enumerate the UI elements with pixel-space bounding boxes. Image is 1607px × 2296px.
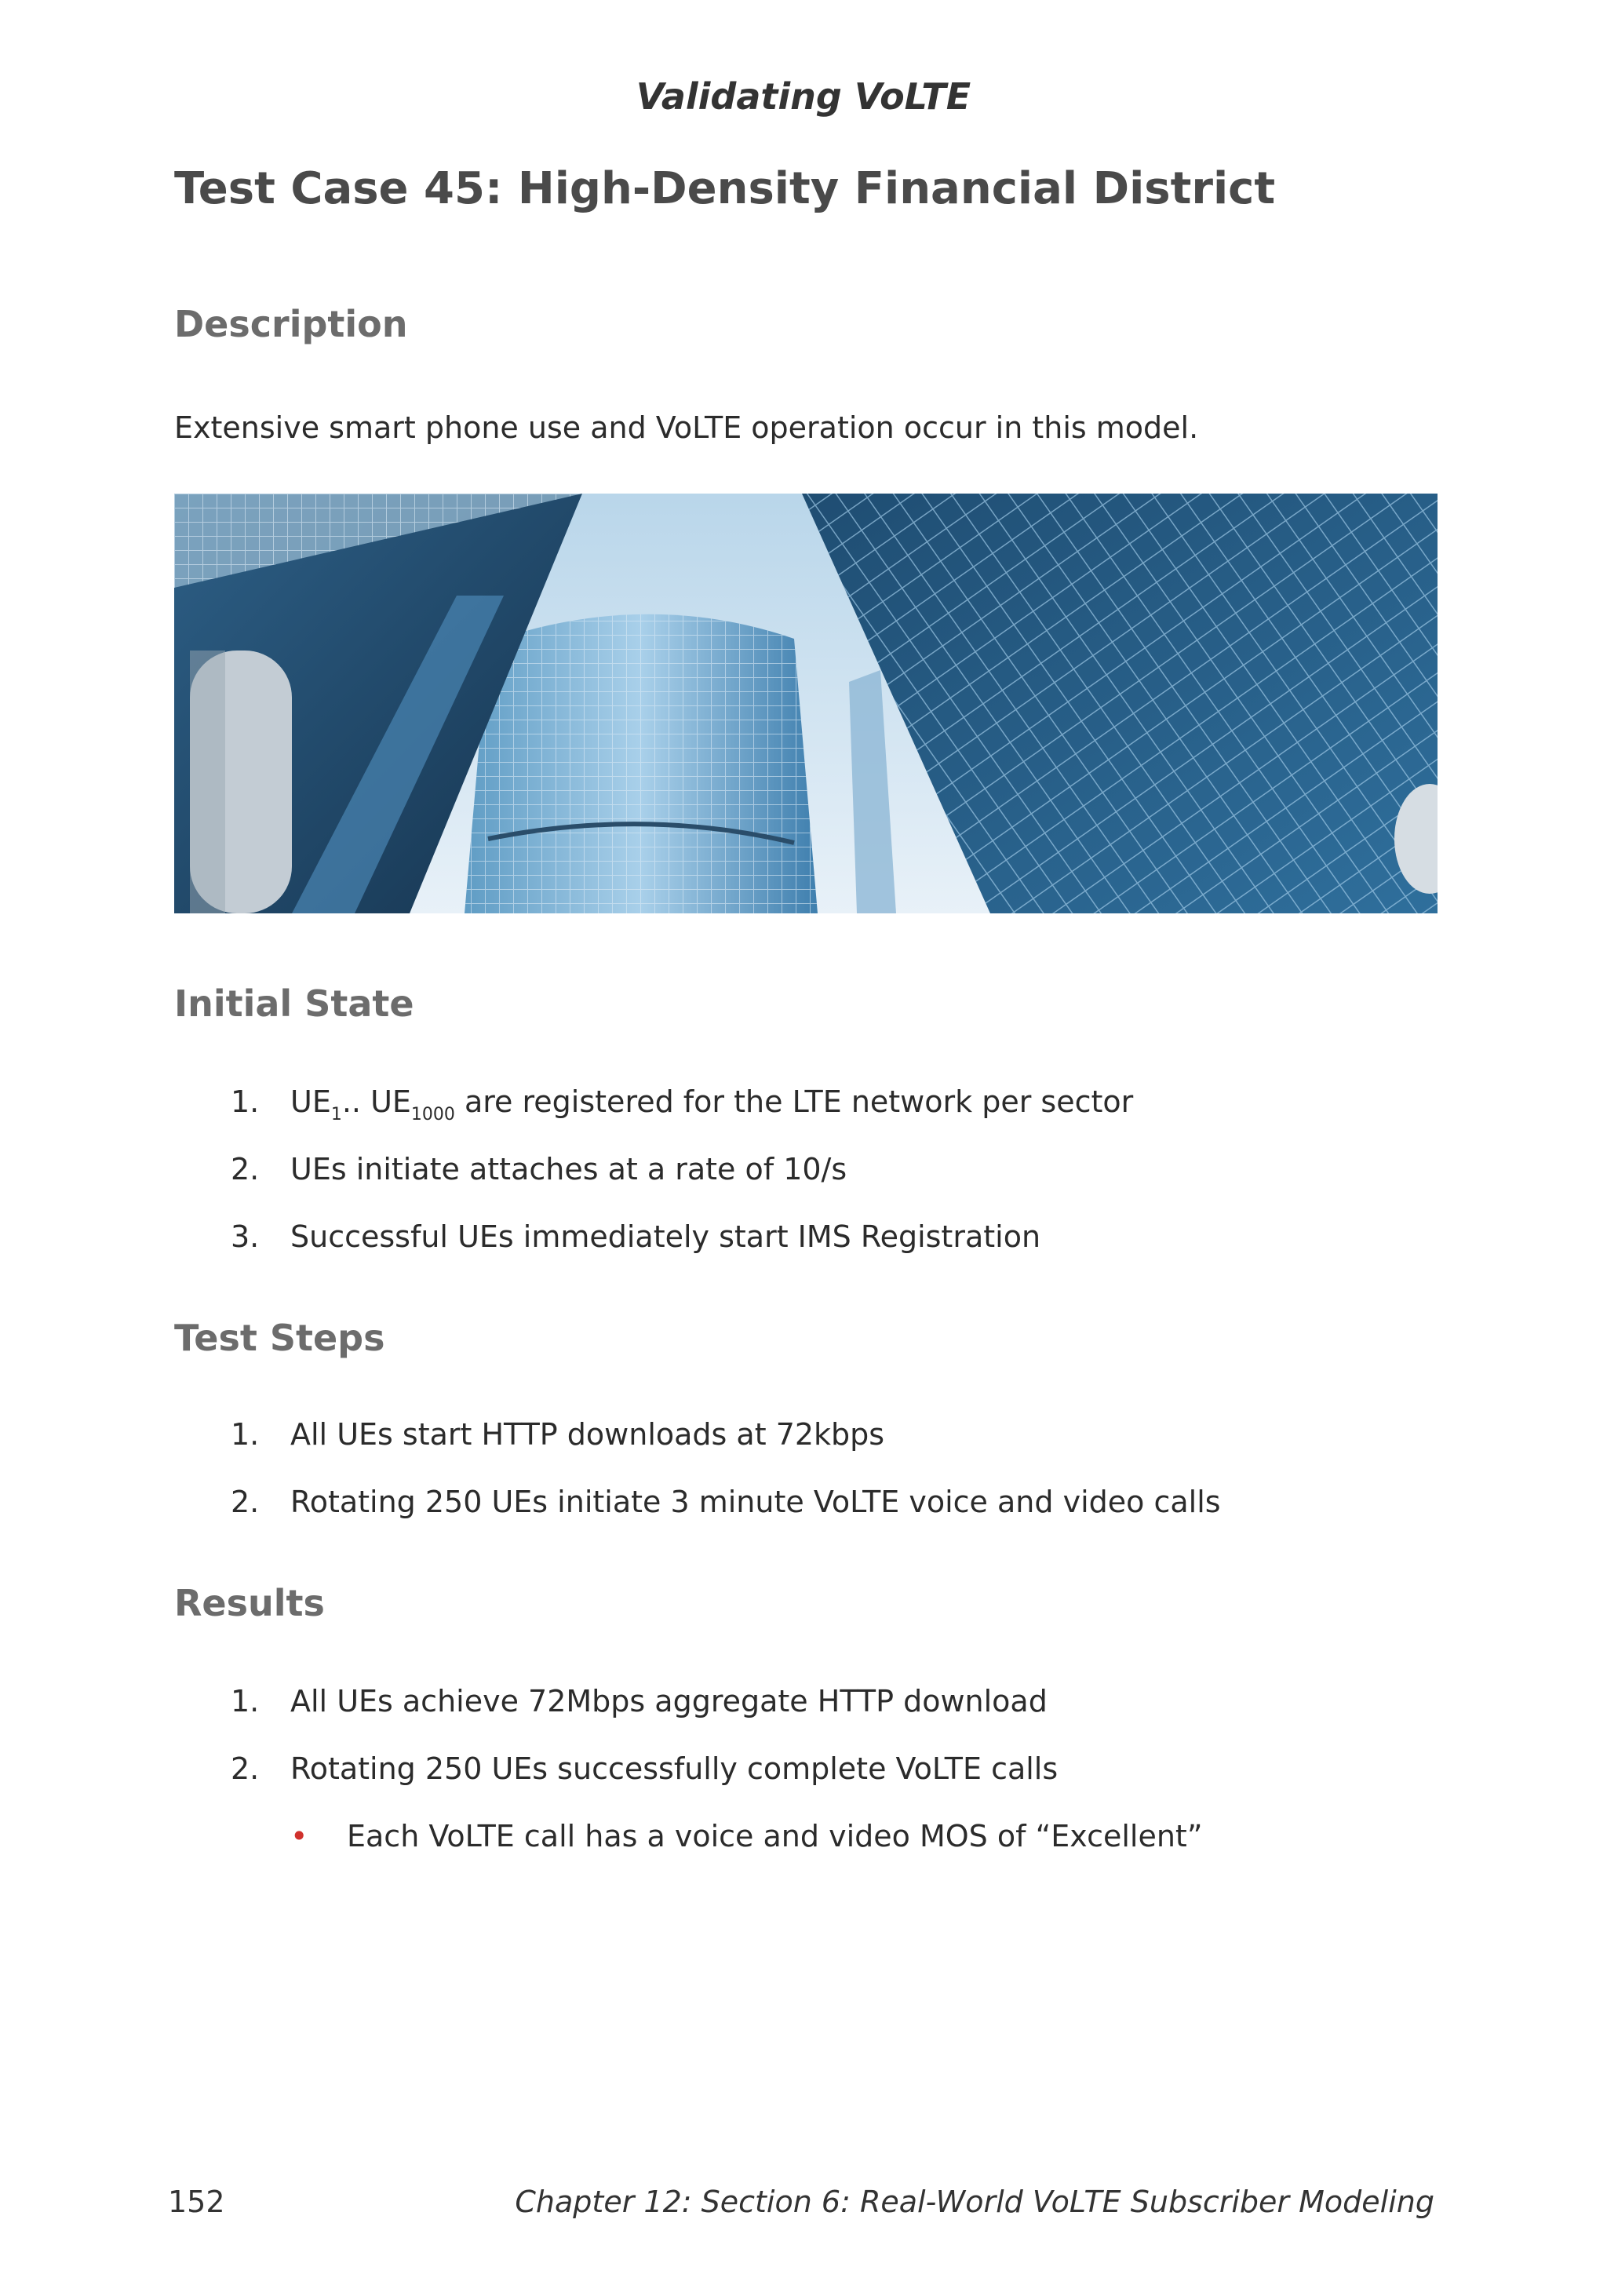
list-item [174, 1751, 1430, 1819]
list-number: 3. [231, 1219, 260, 1254]
list-item [174, 1485, 1430, 1552]
ue-subscript: 1000 [410, 1105, 455, 1124]
list-item [174, 1219, 1430, 1287]
page-number: 152 [168, 2185, 225, 2219]
list-text: Rotating 250 UEs successfully complete VoLTE calls [290, 1751, 1059, 1786]
list-text [290, 1084, 1133, 1132]
sub-bullet-text: Each VoLTE call has a voice and video MOS of “Excellent” [347, 1819, 1203, 1853]
list-item [174, 1417, 1430, 1485]
ue-subscript: 1 [330, 1105, 342, 1124]
list-item [174, 1684, 1430, 1751]
list-number: 1. [231, 1084, 260, 1119]
list-text-rest: are registered for the LTE network per sector [454, 1084, 1134, 1119]
skyscrapers-photo [174, 494, 1438, 913]
results-heading: Results [174, 1582, 325, 1624]
list-number: 1. [231, 1417, 260, 1452]
skyscrapers-illustration [174, 494, 1438, 913]
list-text: All UEs start HTTP downloads at 72kbps [290, 1417, 885, 1452]
initial-state-list [174, 1084, 1430, 1287]
test-steps-list [174, 1417, 1430, 1552]
list-number: 2. [231, 1751, 260, 1786]
list-number: 2. [231, 1152, 260, 1186]
list-text: All UEs achieve 72Mbps aggregate HTTP download [290, 1684, 1048, 1718]
description-heading: Description [174, 303, 408, 345]
page-title: Test Case 45: High-Density Financial District [174, 163, 1276, 214]
running-head: Validating VoLTE [636, 75, 971, 118]
ue-separator: .. [341, 1084, 371, 1119]
list-number: 1. [231, 1684, 260, 1718]
bullet-icon: • [290, 1819, 308, 1853]
list-text: UEs initiate attaches at a rate of 10/s [290, 1152, 847, 1186]
description-text: Extensive smart phone use and VoLTE operation occur in this model. [174, 410, 1199, 445]
test-steps-heading: Test Steps [174, 1317, 385, 1359]
ue-label: UE [290, 1084, 331, 1119]
results-list [174, 1684, 1430, 1819]
chapter-footer: Chapter 12: Section 6: Real-World VoLTE Subscriber Modeling [515, 2185, 1434, 2219]
list-text: Rotating 250 UEs initiate 3 minute VoLTE voice and video calls [290, 1485, 1221, 1519]
list-text: Successful UEs immediately start IMS Registration [290, 1219, 1041, 1254]
list-item [174, 1152, 1430, 1219]
initial-state-heading: Initial State [174, 982, 414, 1025]
list-item [174, 1084, 1430, 1152]
ue-label: UE [370, 1084, 411, 1119]
list-number: 2. [231, 1485, 260, 1519]
sub-bullet-item [174, 1819, 1430, 1866]
